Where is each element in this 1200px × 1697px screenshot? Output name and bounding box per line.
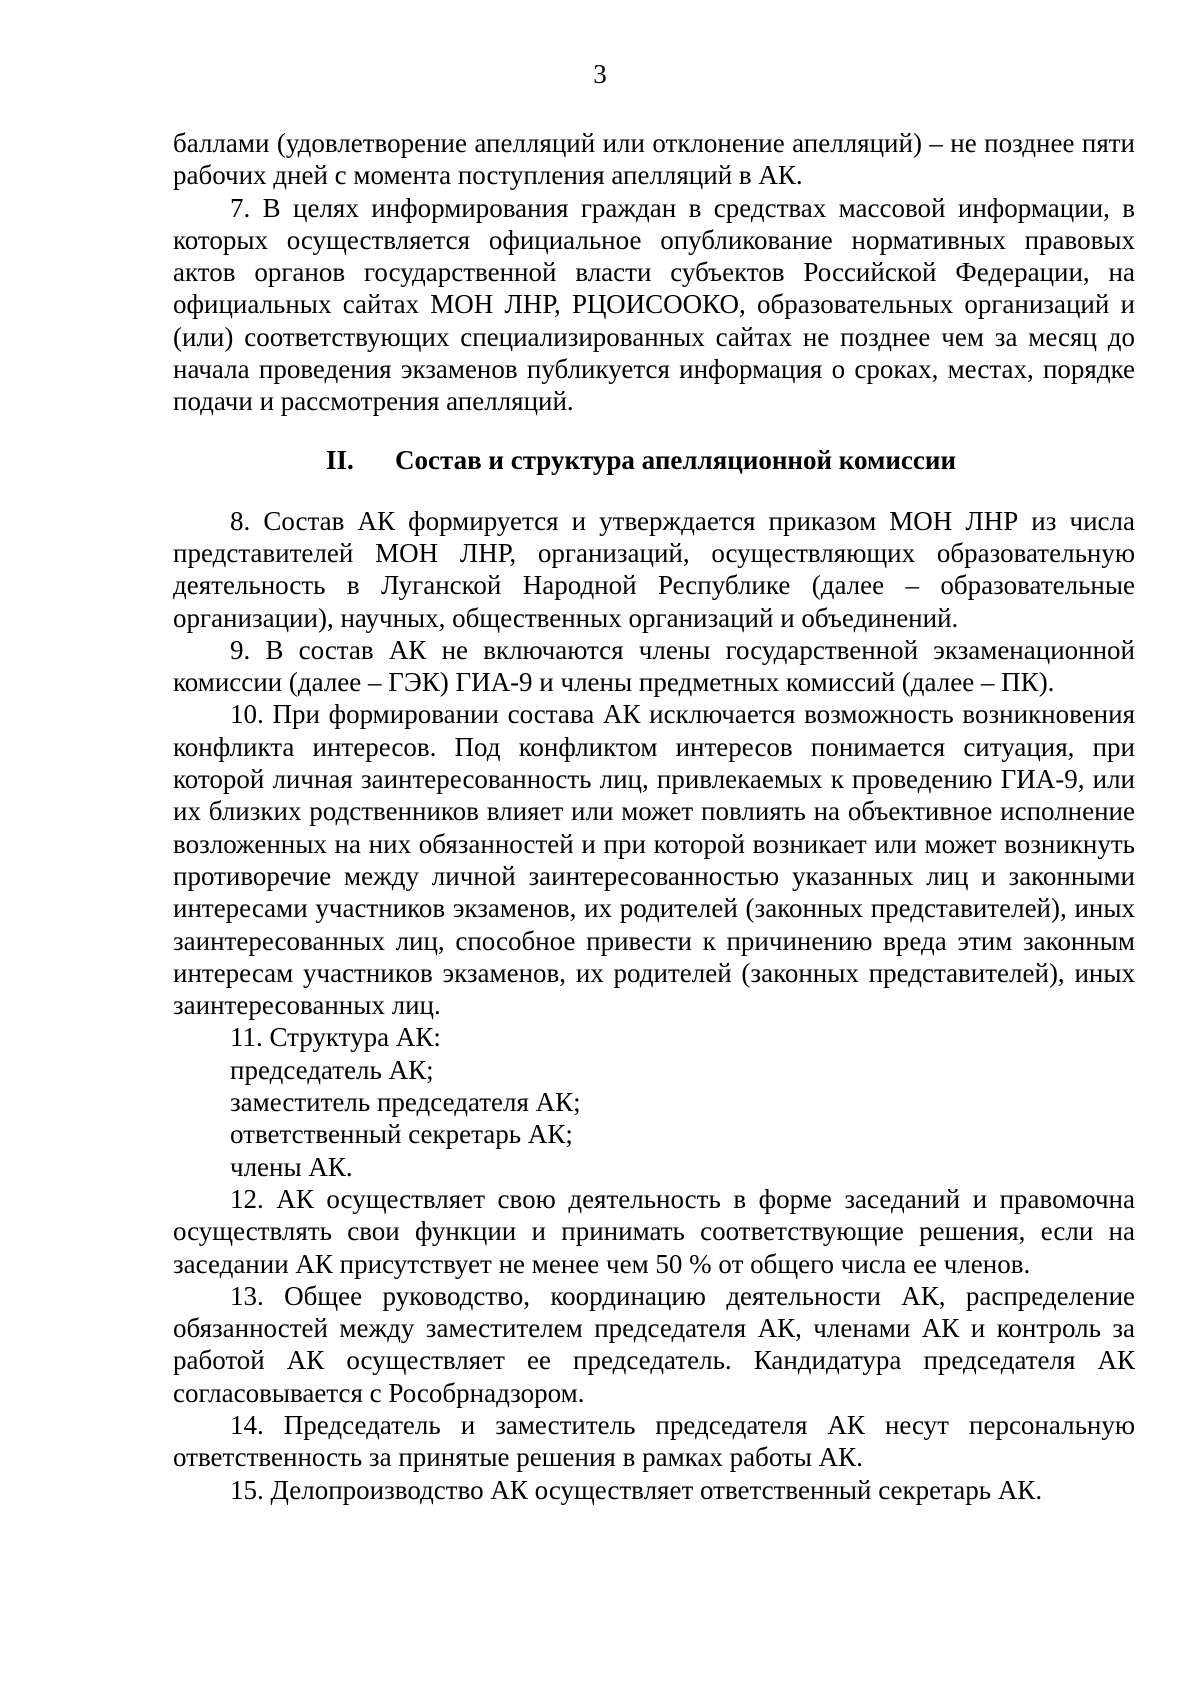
paragraph-11: 11. Структура АК:	[230, 1022, 441, 1053]
paragraph-14: 14. Председатель и заместитель председателя АК несут персональную ответственность за принятые решения в рамках работы АК.	[173, 1409, 1135, 1473]
paragraph-12: 12. АК осуществляет свою деятельность в форме заседаний и правомочна осуществлять свои функции и принимать соответствующие решения, если на заседании АК присутствует не менее чем 50 % от общего числа ее членов.	[173, 1183, 1135, 1279]
section-numeral: II.	[326, 444, 354, 475]
list-item: члены АК.	[230, 1151, 353, 1182]
paragraph-continuation: баллами (удовлетворение апелляций или отклонение апелляций) – не позднее пяти рабочих дней с момента поступления апелляций в АК.	[173, 128, 1135, 191]
paragraph-15: 15. Делопроизводство АК осуществляет ответственный секретарь АК.	[230, 1474, 1043, 1505]
paragraph-7: 7. В целях информирования граждан в средствах массовой информации, в которых осуществляется официальное опубликование нормативных правовых актов органов государственной власти субъектов Российской Федерации, на официальных сайтах МОН ЛНР, РЦОИСООКО, образовательных организаций и (или) соответствующих специализированных сайтах не позднее чем за месяц до начала проведения экзаменов публикуется информация о сроках, местах, порядке подачи и рассмотрения апелляций.	[173, 192, 1135, 417]
section-title: Состав и структура апелляционной комиссии	[395, 444, 957, 475]
section-heading	[173, 443, 1135, 477]
page-number: 3	[593, 59, 607, 89]
document-body	[173, 127, 1135, 1506]
list-item: ответственный секретарь АК;	[230, 1119, 573, 1150]
paragraph-10: 10. При формировании состава АК исключается возможность возникновения конфликта интересов. Под конфликтом интересов понимается ситуация, при которой личная заинтересованность лиц, привлекаемых к проведению ГИА-9, или их близких родственников влияет или может повлиять на объективное исполнение возложенных на них обязанностей и при которой возникает или может возникнуть противоречие между личной заинтересованностью указанных лиц и законными интересами участников экзаменов, их родителей (законных представителей), иных заинтересованных лиц, способное привести к причинению вреда этим законным интересам участников экзаменов, их родителей (законных представителей), иных заинтересованных лиц.	[173, 699, 1135, 1021]
paragraph-9: 9. В состав АК не включаются члены государственной экзаменационной комиссии (далее – ГЭК) ГИА-9 и члены предметных комиссий (далее – ПК).	[173, 634, 1135, 698]
paragraph-8: 8. Состав АК формируется и утверждается приказом МОН ЛНР из числа представителей МОН ЛНР, организаций, осуществляющих образовательную деятельность в Луганской Народной Республике (далее – образовательные организации), научных, общественных организаций и объединений.	[173, 505, 1135, 633]
list-item: председатель АК;	[230, 1054, 434, 1085]
paragraph-13: 13. Общее руководство, координацию деятельности АК, распределение обязанностей между заместителем председателя АК, членами АК и контроль за работой АК осуществляет ее председатель. Кандидатура председателя АК согласовывается с Рособрнадзором.	[173, 1280, 1135, 1408]
list-item: заместитель председателя АК;	[230, 1087, 581, 1118]
